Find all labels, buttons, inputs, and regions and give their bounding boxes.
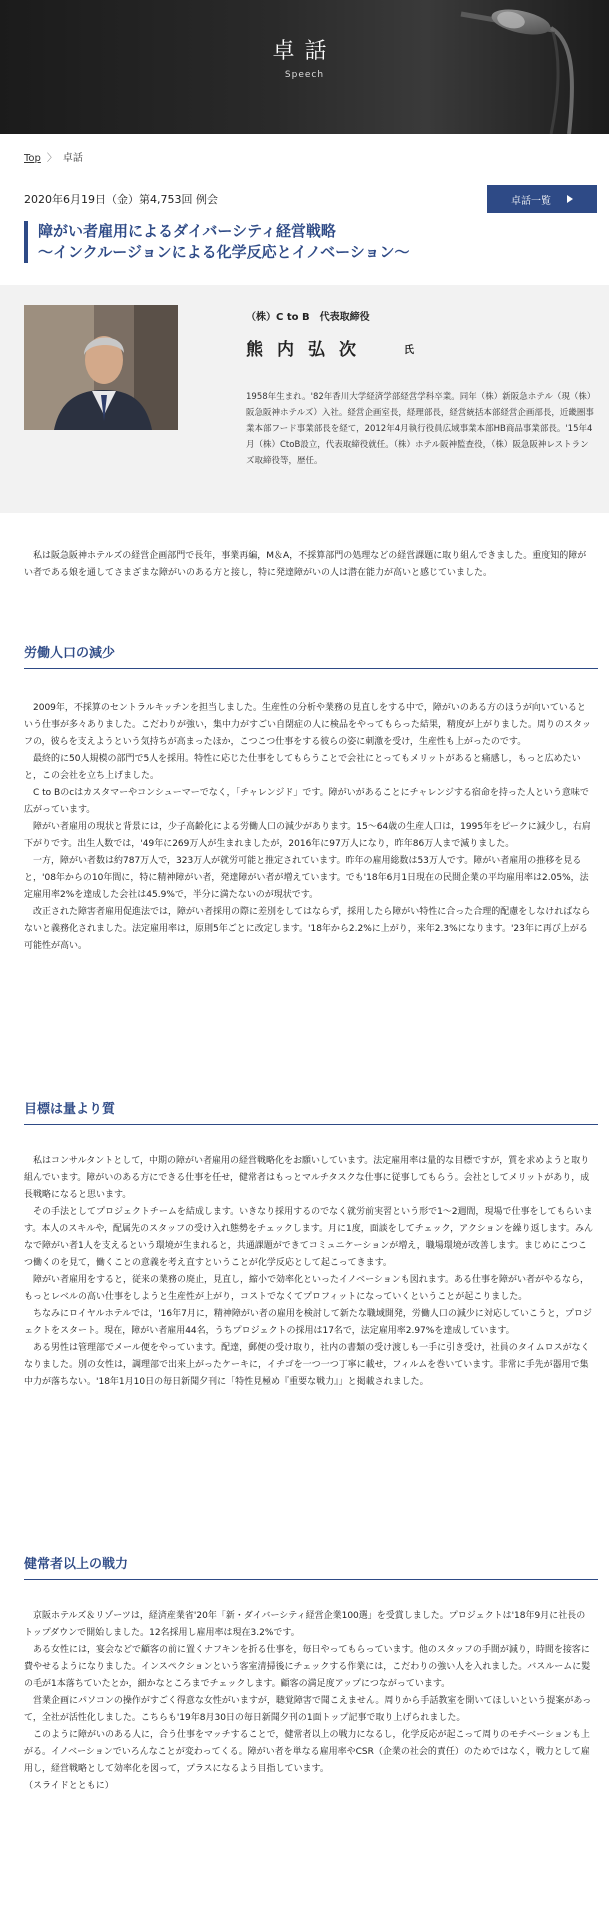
paragraph: 一方，障がい者数は約787万人で，323万人が就労可能と推定されています。昨年の雇用総数は53万人です。障がい者雇用の推移を見ると，'08年からの10年間に，特に精神障がい者，発達障がい者が増えています。でも'18年6月1日現在の民間企業の平均雇用率は2.05%，法定雇用率2%を達成した会社は45.9%で，半分に満たないのが現状です。 xyxy=(24,856,589,900)
triangle-right-icon xyxy=(567,195,573,203)
speaker-affiliation: （株）C to B 代表取締役 xyxy=(246,312,370,323)
paragraph: 最終的に50人規模の部門で5人を採用。特性に応じた仕事をしてもらうことで会社にとってもメリットがあると痛感し，もっと広めたいと，この会社を立ち上げました。 xyxy=(24,754,581,781)
meeting-date: 2020年6月19日（金）第4,753回 例会 xyxy=(24,193,218,206)
paragraph: 障がい者雇用をすると，従来の業務の廃止，見直し，縮小で効率化といったイノベーションも図れます。ある仕事を障がい者がやるなら，もっとレベルの高い仕事をしようと生産性が上がり，コストでなくてプロフィットになっていくということが起こりました。 xyxy=(24,1275,590,1302)
section-heading: 労働人口の減少 xyxy=(24,642,598,669)
intro-text xyxy=(24,548,594,582)
speaker-name-suffix: 氏 xyxy=(404,345,414,356)
paragraph: 障がい者雇用の現状と背景には，少子高齢化による労働人口の減少があります。15〜64歳の生産人口は，1995年をピークに減少し，右肩下がりです。出生人数では，'49年に269万人が生まれましたが，2016年に97万人になり，昨年86万人まで減りました。 xyxy=(24,822,591,849)
hero-title: 卓話 xyxy=(272,39,337,64)
paragraph: 2009年，不採算のセントラルキッチンを担当しました。生産性の分析や業務の見直しをする中で，障がいのある方のほうが向いているという仕事が多々ありました。こだわりが強い，集中力がすごい自閉症の人に検品をやってもらった結果，精度が上がりました。周りのスタッフの，彼らを支えようという気持ちが高まったほか，こつこつ仕事をする彼らの姿に刺激を受け，生産性も上がったのです。 xyxy=(24,703,592,747)
microphone-icon xyxy=(401,0,591,134)
breadcrumb-top-link[interactable]: Top xyxy=(24,153,41,164)
section-heading: 目標は量より質 xyxy=(24,1098,598,1125)
paragraph: ある男性は管理部でメール便をやっています。配達，郵便の受け取り，社内の書類の受け渡しも一手に引き受け，社員のタイムロスがなくなりました。別の女性は，調理部で出来上がったケーキに，イチゴを一つ一つ丁寧に載せ，フィルムを巻いています。非常に手先が器用で集中力が落ちない。'18年1月10日の毎日新聞夕刊に「特性見極め『重要な戦力』」と掲載されました。 xyxy=(24,1343,590,1387)
speaker-bio: 1958年生まれ。'82年香川大学経済学部経営学科卒業。同年（株）新阪急ホテル（現（株）阪急阪神ホテルズ）入社。経営企画室長，経理部長，経営統括本部経営企画部長，近畿圏事業本部フード事業部長を経て，2012年4月執行役員広域事業本部HB商品事業部長。'15年4月（株）CtoB設立，代表取締役就任。（株）ホテル阪神監査役，（株）阪急阪神レストランズ取締役等，歴任。 xyxy=(246,392,596,466)
section-body xyxy=(24,1153,594,1391)
speech-list-button[interactable] xyxy=(487,185,597,213)
paragraph: 営業企画にパソコンの操作がすごく得意な女性がいますが，聴覚障害で聞こえません。周りから手話教室を開いてほしいという提案があって，全社が活性化しました。こちらも'19年8月30日の毎日新聞夕刊の1面トップ記事で取り上げられました。 xyxy=(24,1696,592,1723)
title-line-1: 障がい者雇用によるダイバーシティ経営戦略 xyxy=(38,222,336,240)
page-title xyxy=(24,221,584,263)
title-line-2: 〜インクルージョンによる化学反応とイノベーション〜 xyxy=(38,243,410,261)
breadcrumb-current: 卓話 xyxy=(62,153,83,164)
paragraph: ある女性には，宴会などで顧客の前に置くナフキンを折る仕事を，毎日やってもらっています。他のスタッフの手間が減り，時間を接客に費やせるようになりました。インスペクションという客室清掃後にチェックする作業には，こだわりの強い人を入れました。バスルームに髪の毛が1本落ちていたとか，細かなところまでチェックします。顧客の満足度アップにつながっています。 xyxy=(24,1645,591,1689)
paragraph: C to Bのcはカスタマーやコンシューマーでなく，「チャレンジド」です。障がいがあることにチャレンジする宿命を持った人という意味で広がっています。 xyxy=(24,788,589,815)
breadcrumb xyxy=(24,149,83,164)
paragraph: 私はコンサルタントとして，中期の障がい者雇用の経営戦略化をお願いしています。法定雇用率は量的な目標ですが，質を求めようと取り組んでいます。障がいのある方にできる仕事を任せ，健常者はもっとマルチタスクな仕事に従事してもらう。会社としてメリットがあり，成長戦略になると思います。 xyxy=(24,1156,590,1200)
section-heading: 健常者以上の戦力 xyxy=(24,1553,598,1580)
speaker-photo xyxy=(24,305,178,430)
paragraph: その手法としてプロジェクトチームを結成します。いきなり採用するのでなく就労前実習という形で1〜2週間，現場で仕事をしてもらいます。本人のスキルや，配属先のスタッフの受け入れ態勢をチェックします。月に1度，面談をしてチェック，アクションを繰り返します。みんなで障がい者1人を支えるという環境が生まれると，共通課題ができてコミュニケーションが増え，職場環境が改善します。まじめにこつこつ働くのを見て，働くことの意義を考え直すということが化学反応として起こってきます。 xyxy=(24,1207,593,1268)
paragraph: 京阪ホテルズ＆リゾーツは，経済産業省'20年「新・ダイバーシティ経営企業100選」を受賞しました。プロジェクトは'18年9月に社長のトップダウンで開始しました。12名採用し雇用率は現在3.2%です。 xyxy=(24,1611,586,1638)
paragraph: 改正された障害者雇用促進法では，障がい者採用の際に差別をしてはならず，採用したら障がい特性に合った合理的配慮をしなければならないと義務化されました。法定雇用率は，原則5年ごとに改定します。'18年から2.2%に上がり，来年2.3%になります。'23年に再び上がる可能性が高い。 xyxy=(24,907,591,951)
intro-paragraph: 私は阪急阪神ホテルズの経営企画部門で長年，事業再編，M＆A，不採算部門の処理などの経営課題に取り組んできました。重度知的障がい者である娘を通してさまざまな障がいのある方と接し，特に発達障がいの人は潜在能力が高いと感じていました。 xyxy=(24,551,587,578)
section-body xyxy=(24,700,594,955)
hero-subtitle: Speech xyxy=(284,70,325,80)
closing-note: （スライドとともに） xyxy=(24,1781,114,1791)
speech-list-label: 卓話一覧 xyxy=(511,195,551,207)
paragraph: このように障がいのある人に，合う仕事をマッチすることで，健常者以上の戦力になるし，化学反応が起こって周りのモチベーションも上がる。イノベーションでいろんなことが変わってくる。障がい者を単なる雇用率やCSR（企業の社会的責任）のためではなく，戦力として雇用し，経営戦略として効率化を図って，プラスになるよう目指しています。 xyxy=(24,1730,590,1774)
chevron-right-icon: 〉 xyxy=(46,153,57,164)
speaker-name: 熊内弘次 xyxy=(246,340,370,360)
section-body xyxy=(24,1608,594,1795)
hero-banner xyxy=(0,0,609,134)
paragraph: ちなみにロイヤルホテルでは，'16年7月に，精神障がい者の雇用を検討して新たな職域開発，労働人口の減少に対応していこうと，プロジェクトをスタート。現在，障がい者雇用44名，うちプロジェクトの採用は17名で，法定雇用率2.97%を達成しています。 xyxy=(24,1309,592,1336)
